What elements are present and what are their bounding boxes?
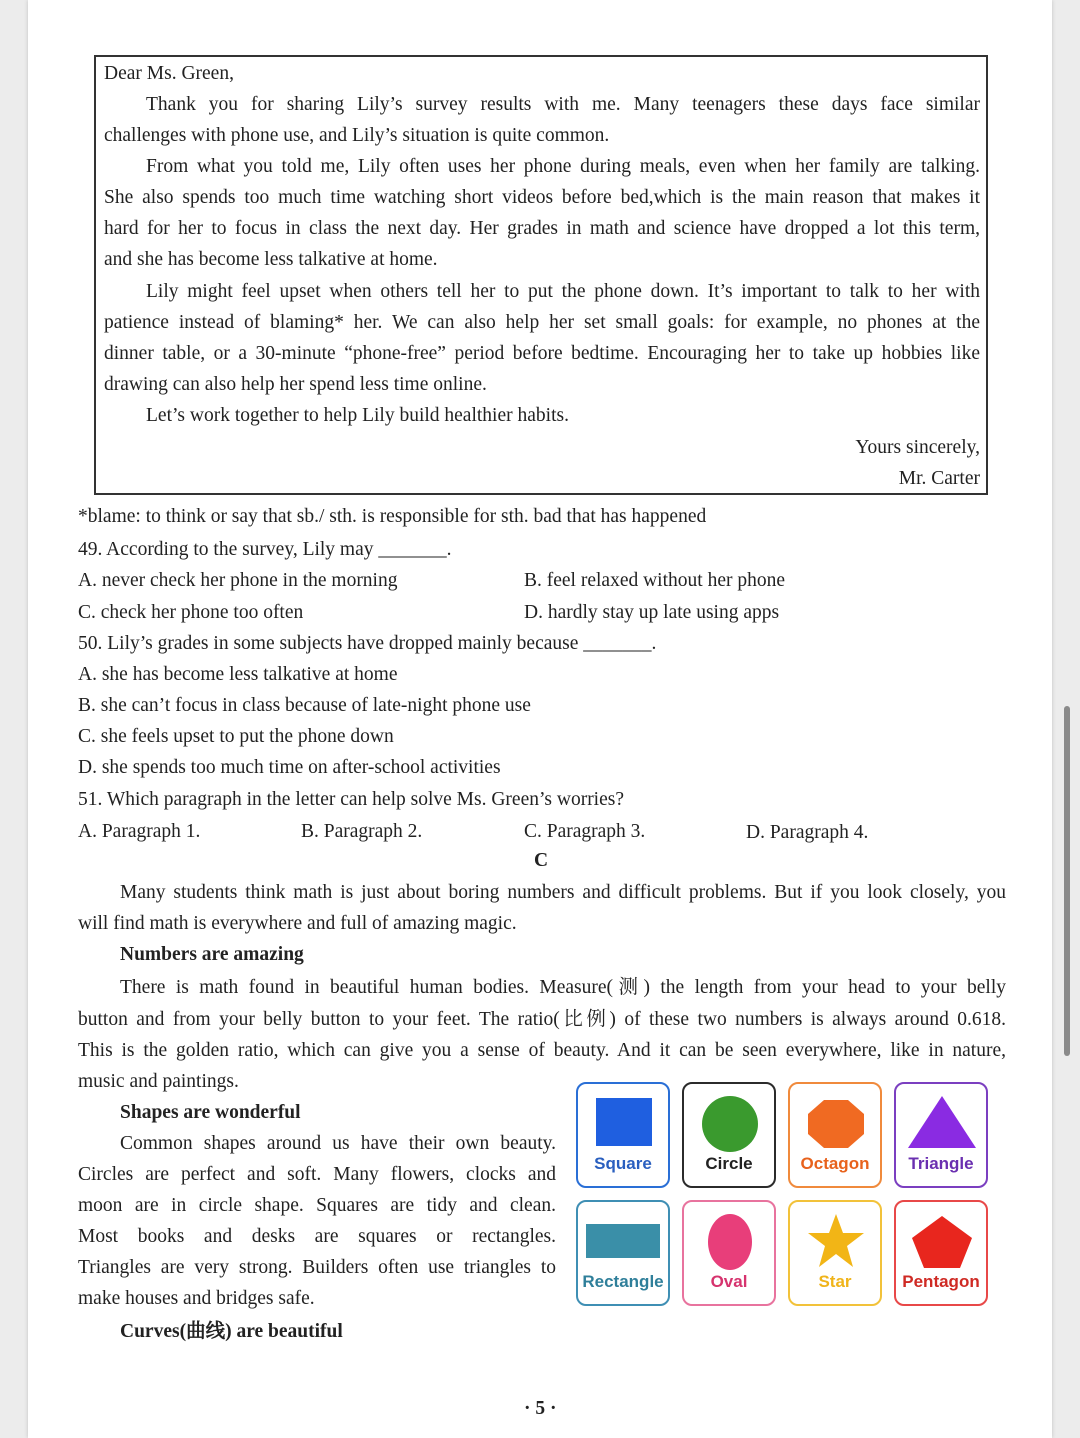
question-51-option-c: C. Paragraph 3.	[524, 821, 646, 842]
shape-label: Pentagon	[902, 1272, 980, 1291]
subheading-shapes: Shapes are wonderful	[120, 1102, 301, 1123]
numbers-line: button and from your belly button to your feet. The ratio(比例) of these two numbers is always around 0.618.	[78, 1009, 1006, 1030]
question-50-option-b: B. she can’t focus in class because of late-night phone use	[78, 695, 531, 716]
star-icon	[798, 1210, 872, 1270]
shape-label: Triangle	[908, 1154, 974, 1173]
square-icon	[586, 1092, 660, 1152]
shape-label: Oval	[710, 1272, 748, 1291]
intro-line: will find math is everywhere and full of amazing magic.	[78, 913, 517, 934]
shape-card-star	[788, 1200, 882, 1306]
shape-label: Octagon	[800, 1154, 870, 1173]
question-49-option-a: A. never check her phone in the morning	[78, 570, 398, 591]
rectangle-icon	[586, 1210, 660, 1270]
letter-closing: Yours sincerely,	[855, 437, 980, 458]
shapes-line: Common shapes around us have their own beauty.	[120, 1133, 556, 1154]
letter-paragraph-2-line: She also spends too much time watching short videos before bed,which is the main reason that makes it	[104, 187, 980, 208]
question-49-option-b: B. feel relaxed without her phone	[524, 570, 785, 591]
question-51-option-a: A. Paragraph 1.	[78, 821, 201, 842]
question-51-stem: 51. Which paragraph in the letter can help solve Ms. Green’s worries?	[78, 789, 624, 810]
vertical-scrollbar[interactable]	[1064, 706, 1070, 1056]
numbers-line: There is math found in beautiful human bodies. Measure(测) the length from your head to your belly	[120, 977, 1006, 998]
shapes-line: Circles are perfect and soft. Many flowers, clocks and	[78, 1164, 556, 1185]
shape-card-octagon	[788, 1082, 882, 1188]
question-49-option-c: C. check her phone too often	[78, 602, 304, 623]
letter-box	[94, 55, 988, 495]
shapes-line: moon are in circle shape. Squares are tidy and clean.	[78, 1195, 556, 1216]
letter-paragraph-2-line: and she has become less talkative at home.	[104, 249, 438, 270]
shape-card-circle	[682, 1082, 776, 1188]
numbers-line: This is the golden ratio, which can give you a sense of beauty. And it can be seen everywhere, like in nature,	[78, 1040, 1006, 1061]
letter-paragraph-3-line: dinner table, or a 30-minute “phone-free” period before bedtime. Encouraging her to take up hobbies like	[104, 343, 980, 364]
shape-card-rectangle	[576, 1200, 670, 1306]
octagon-icon	[798, 1092, 872, 1152]
question-50-stem: 50. Lily’s grades in some subjects have dropped mainly because _______.	[78, 633, 657, 654]
shape-card-oval	[682, 1200, 776, 1306]
oval-icon	[692, 1210, 766, 1270]
question-49-stem: 49. According to the survey, Lily may _______.	[78, 539, 452, 560]
shape-label: Star	[818, 1272, 852, 1291]
section-heading: C	[534, 850, 549, 871]
page-number: · 5 ·	[524, 1398, 557, 1419]
numbers-line: music and paintings.	[78, 1071, 239, 1092]
shape-card-triangle	[894, 1082, 988, 1188]
shapes-line: Triangles are very strong. Builders often use triangles to	[78, 1257, 556, 1278]
letter-paragraph-2-line: hard for her to focus in class the next day. Her grades in math and science have dropped a lot this term,	[104, 218, 980, 239]
question-50-option-d: D. she spends too much time on after-school activities	[78, 757, 501, 778]
shape-label: Circle	[705, 1154, 753, 1173]
question-49-option-d: D. hardly stay up late using apps	[524, 602, 780, 623]
question-51-option-b: B. Paragraph 2.	[301, 821, 423, 842]
letter-paragraph-2-line: From what you told me, Lily often uses her phone during meals, even when her family are talking.	[146, 156, 980, 177]
subheading-numbers: Numbers are amazing	[120, 944, 304, 965]
shape-card-square	[576, 1082, 670, 1188]
letter-paragraph-3-line: Lily might feel upset when others tell her to put the phone down. It’s important to talk to her with	[146, 281, 980, 302]
footnote: *blame: to think or say that sb./ sth. is responsible for sth. bad that has happened	[78, 506, 707, 527]
triangle-icon	[904, 1092, 978, 1152]
letter-paragraph-3-line: drawing can also help her spend less time online.	[104, 374, 487, 395]
shape-card-pentagon	[894, 1200, 988, 1306]
shapes-illustration	[576, 1082, 990, 1306]
letter-greeting: Dear Ms. Green,	[104, 63, 234, 84]
pentagon-icon	[904, 1210, 978, 1270]
question-51-option-d: D. Paragraph 4.	[746, 822, 869, 843]
subheading-curves: Curves(曲线) are beautiful	[120, 1321, 343, 1342]
question-50-option-c: C. she feels upset to put the phone down	[78, 726, 394, 747]
letter-paragraph-1-line: challenges with phone use, and Lily’s situation is quite common.	[104, 125, 610, 146]
letter-paragraph-3-line: patience instead of blaming* her. We can also help her set small goals: for example, no phones at the	[104, 312, 980, 333]
question-50-option-a: A. she has become less talkative at home	[78, 664, 398, 685]
shape-label: Rectangle	[582, 1272, 664, 1291]
shapes-line: Most books and desks are squares or rectangles.	[78, 1226, 556, 1247]
letter-paragraph-4-line: Let’s work together to help Lily build healthier habits.	[146, 405, 569, 426]
circle-icon	[692, 1092, 766, 1152]
shapes-line: make houses and bridges safe.	[78, 1288, 315, 1309]
shape-label: Square	[594, 1154, 652, 1173]
letter-paragraph-1-line: Thank you for sharing Lily’s survey results with me. Many teenagers these days face similar	[146, 94, 980, 115]
letter-signature: Mr. Carter	[898, 468, 980, 489]
intro-line: Many students think math is just about boring numbers and difficult problems. But if you look closely, you	[120, 882, 1006, 903]
